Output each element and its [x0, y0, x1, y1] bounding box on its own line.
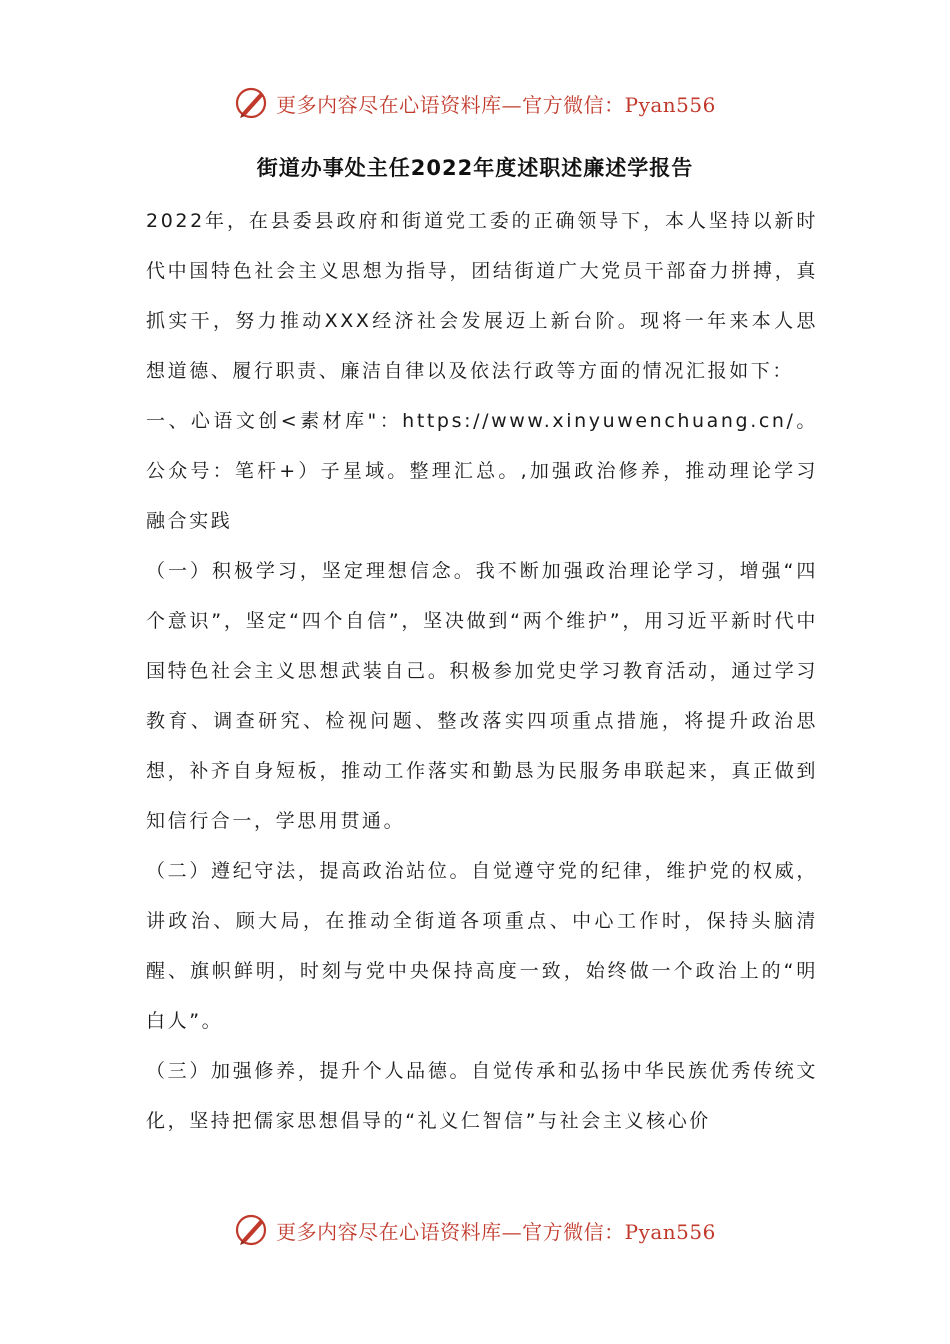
- paragraph-intro: 2022年，在县委县政府和街道党工委的正确领导下，本人坚持以新时代中国特色社会主义思想为指导，团结街道广大党员干部奋力拼搏，真抓实干，努力推动XXX经济社会发展迈上新台阶。现将一年来本人思想道德、履行职责、廉洁自律以及依法行政等方面的情况汇报如下：: [146, 210, 818, 382]
- document-body: [146, 196, 818, 1146]
- paragraph-item-three: （三）加强修养，提升个人品德。自觉传承和弘扬中华民族优秀传统文化，坚持把儒家思想倡导的“礼义仁智信”与社会主义核心价: [146, 1060, 818, 1132]
- header-banner: [0, 78, 950, 128]
- paragraph-section-one-heading: 一、心语文创<素材库"：https://www.xinyuwenchuang.cn/。公众号：笔杆+）子星域。整理汇总。,加强政治修养，推动理论学习融合实践: [146, 410, 818, 532]
- header-banner-text: 更多内容尽在心语资料库—官方微信：Pyan556: [276, 92, 716, 117]
- paragraph-item-one: （一）积极学习，坚定理想信念。我不断加强政治理论学习，增强“四个意识”，坚定“四个自信”，坚决做到“两个维护”，用习近平新时代中国特色社会主义思想武装自己。积极参加党史学习教育活动，通过学习教育、调查研究、检视问题、整改落实四项重点措施，将提升政治思想，补齐自身短板，推动工作落实和勤恳为民服务串联起来，真正做到知信行合一，学思用贯通。: [146, 560, 818, 832]
- pen-logo-icon: [234, 1212, 270, 1248]
- pen-logo-icon: [234, 85, 270, 121]
- footer-banner: [0, 1205, 950, 1255]
- document-title: 街道办事处主任2022年度述职述廉述学报告: [256, 156, 694, 180]
- paragraph-item-two: （二）遵纪守法，提高政治站位。自觉遵守党的纪律，维护党的权威，讲政治、顾大局，在推动全街道各项重点、中心工作时，保持头脑清醒、旗帜鲜明，时刻与党中央保持高度一致，始终做一个政治上的“明白人”。: [146, 860, 818, 1032]
- footer-banner-text: 更多内容尽在心语资料库—官方微信：Pyan556: [276, 1219, 716, 1244]
